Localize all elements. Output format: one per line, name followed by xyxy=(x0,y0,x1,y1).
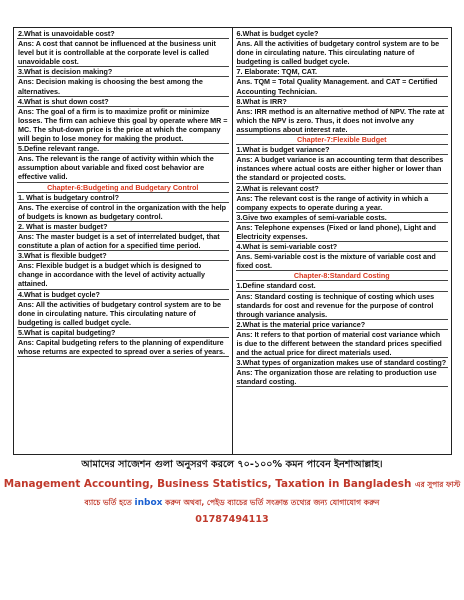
qa-line: 6.What is budget cycle? xyxy=(236,29,449,39)
batch-suffix: করুন অথবা, পেইড ব্যাচের ভর্তি সংক্রান্ত তথ্যের জন্য যোগাযোগ করুন xyxy=(165,498,380,507)
qa-line: 4.What is budget cycle? xyxy=(17,290,229,300)
qa-line: 2.What is the material price variance? xyxy=(236,320,449,330)
qa-line: Ans: A cost that cannot be influenced at the business unit level but it is controllable at the corporate level is called unavoidable cost. xyxy=(17,39,229,67)
qa-table xyxy=(13,27,452,455)
qa-line: 3.What is decision making? xyxy=(17,67,229,77)
qa-line: Ans: The goal of a firm is to maximize profit or minimize losses. The firm can achieve this goal by operate where MR = MC. The shut-down price is the price at which the company will begin to lose money for making the product. xyxy=(18,106,228,144)
qa-line: Ans: Standard costing is technique of costing which uses standards for cost and revenue for the purpose of control through variance analysis. xyxy=(236,292,449,320)
right-column xyxy=(233,28,452,454)
qa-line: 8.What is IRR? xyxy=(236,97,449,107)
footer-batch-line xyxy=(0,497,464,510)
courses-title: Management Accounting, Business Statistics, Taxation in Bangladesh xyxy=(3,478,412,490)
qa-line: Ans: Decision making is choosing the best among the alternatives. xyxy=(17,77,229,96)
qa-line: 3.What is flexible budget? xyxy=(17,251,229,261)
qa-line: 4.What is semi-variable cost? xyxy=(236,242,449,252)
batch-prefix: ব্যাচে ভর্তি হতে xyxy=(84,498,132,507)
courses-suffix: এর সুপার ফাস্ট xyxy=(415,480,461,489)
qa-line: 1.Define standard cost. xyxy=(236,281,449,291)
qa-line: Ans: Capital budgeting refers to the planning of expenditure whose returns are expected to spread over a series of years. xyxy=(17,338,229,357)
qa-line: Ans. Semi-variable cost is the mixture of variable cost and fixed cost. xyxy=(236,252,449,271)
qa-line: Ans. The relevant is the range of activity within which the assumption about variable and fixed cost behavior are effective valid. xyxy=(17,154,229,182)
qa-line: Ans: The organization those are relating to production use standard costing. xyxy=(236,368,449,387)
chapter-heading: Chapter-8:Standard Costing xyxy=(236,271,449,281)
qa-line: Ans: IRR method is an alternative method of NPV. The rate at which the NPV is zero. Thus, it does not involve any assumptions about interest rate. xyxy=(236,107,449,135)
qa-line: 1. What is budgetary control? xyxy=(17,193,229,203)
qa-line: 1.What is budget variance? xyxy=(236,145,449,155)
qa-line: Ans: It refers to that portion of material cost variance which is due to the different between the standard prices specified and the actual price for direct materials used. xyxy=(236,330,449,358)
qa-line: Ans: Flexible budget is a budget which is designed to change in accordance with the level of activity actually attained. xyxy=(17,261,229,289)
qa-line: 3.Give two examples of semi-variable costs. xyxy=(236,213,449,223)
qa-line: Ans. All the activities of budgetary control system are to be done in circulating nature. This circulating nature of budgeting is called budget cycle. xyxy=(236,39,449,67)
inbox-word: inbox xyxy=(134,498,163,508)
qa-line: Ans: The master budget is a set of interrelated budget, that constitute a plan of action for a specified time period. xyxy=(17,232,229,251)
footer-courses-line xyxy=(0,478,464,492)
qa-line: 2. What is master budget? xyxy=(17,222,229,232)
qa-line: Ans: A budget variance is an accounting term that describes instances where actual costs are either higher or lower than the standard or projected costs. xyxy=(236,155,449,183)
qa-line: Ans. TQM = Total Quality Management. and CAT = Certified Accounting Technician. xyxy=(236,77,449,96)
footer-phone: 01787494113 xyxy=(195,514,269,525)
qa-line: Ans: The relevant cost is the range of activity in which a company expects to operate during a year. xyxy=(236,194,449,213)
qa-line: Ans. The exercise of control in the organization with the help of budgets is known as budgetary control. xyxy=(17,203,229,222)
qa-line: 5.Define relevant range. xyxy=(17,144,229,154)
qa-line: 2.What is relevant cost? xyxy=(236,184,449,194)
qa-line: 4.What is shut down cost? xyxy=(17,97,229,107)
left-column xyxy=(14,28,233,454)
qa-line: 7. Elaborate: TQM, CAT. xyxy=(236,67,449,77)
qa-line: 5.What is capital budgeting? xyxy=(17,328,229,338)
chapter-heading: Chapter-7:Flexible Budget xyxy=(236,135,449,145)
qa-line: 3.What types of organization makes use of standard costing? xyxy=(236,358,447,368)
chapter-heading: Chapter-6:Budgeting and Budgetary Control xyxy=(17,183,229,193)
qa-line: 2.What is unavoidable cost? xyxy=(17,29,229,39)
footer-bengali-line: আমাদের সাজেশন গুলা অনুসরণ করলে ৭০-১০০% কমন পাবেন ইনশাআল্লাহ। xyxy=(81,459,383,470)
qa-line: Ans: Telephone expenses (Fixed or land phone), Light and Electricity expenses. xyxy=(236,223,449,242)
qa-line: Ans: All the activities of budgetary control system are to be done in circulating nature. This circulating nature of budgeting is called budget cycle. xyxy=(17,300,229,328)
